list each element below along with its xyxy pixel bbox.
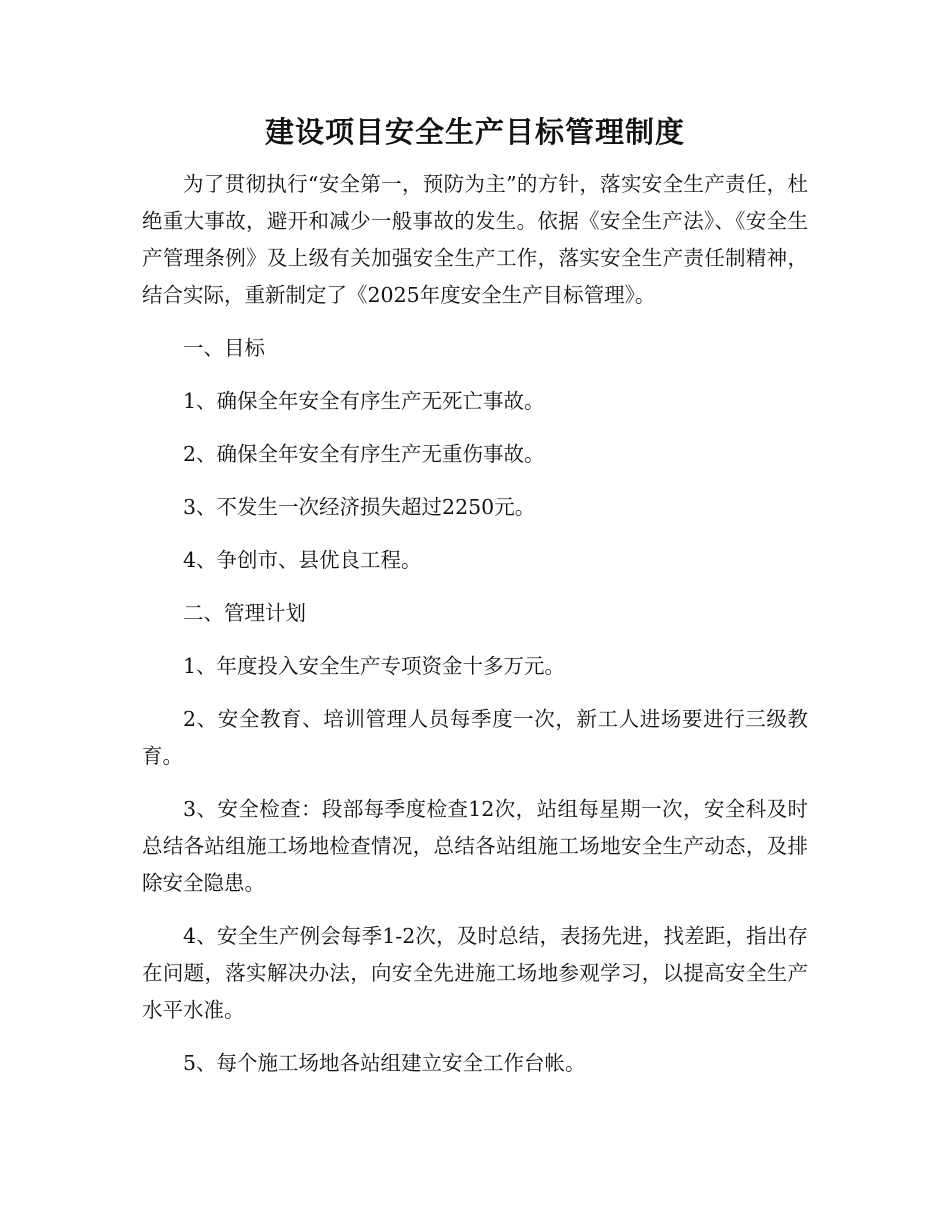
goal-item-1: 1、确保全年安全有序生产无死亡事故。	[183, 389, 545, 413]
plan-item-2: 2、安全教育、培训管理人员每季度一次，新工人进场要进行三级教育。	[142, 707, 808, 768]
plan-item-3: 3、安全检查：段部每季度检查12次，站组每星期一次，安全科及时总结各站组施工场地检查情况，总结各站组施工场地安全生产动态，及排除安全隐患。	[142, 797, 808, 895]
goal-item-3: 3、不发生一次经济损失超过2250元。	[183, 495, 536, 519]
intro-paragraph: 为了贯彻执行“安全第一，预防为主”的方针，落实安全生产责任，杜绝重大事故，避开和减少一般事故的发生。依据《安全生产法》、《安全生产管理条例》及上级有关加强安全生产工作，落实安全生产责任制精神，结合实际，重新制定了《2025年度安全生产目标管理》。	[142, 172, 808, 307]
document-title: 建设项目安全生产目标管理制度	[264, 115, 685, 149]
section-heading-goals: 一、目标	[183, 336, 265, 360]
document-body	[142, 166, 808, 1098]
goal-item-4: 4、争创市、县优良工程。	[183, 548, 422, 572]
plan-item-1: 1、年度投入安全生产专项资金十多万元。	[183, 654, 566, 678]
goal-item-2: 2、确保全年安全有序生产无重伤事故。	[183, 442, 545, 466]
plan-item-5: 5、每个施工场地各站组建立安全工作台帐。	[183, 1051, 586, 1075]
section-heading-plan: 二、管理计划	[183, 601, 306, 625]
plan-item-4: 4、安全生产例会每季1-2次，及时总结，表扬先进，找差距，指出存在问题，落实解决办法，向安全先进施工场地参观学习，以提高安全生产水平水准。	[142, 924, 808, 1022]
